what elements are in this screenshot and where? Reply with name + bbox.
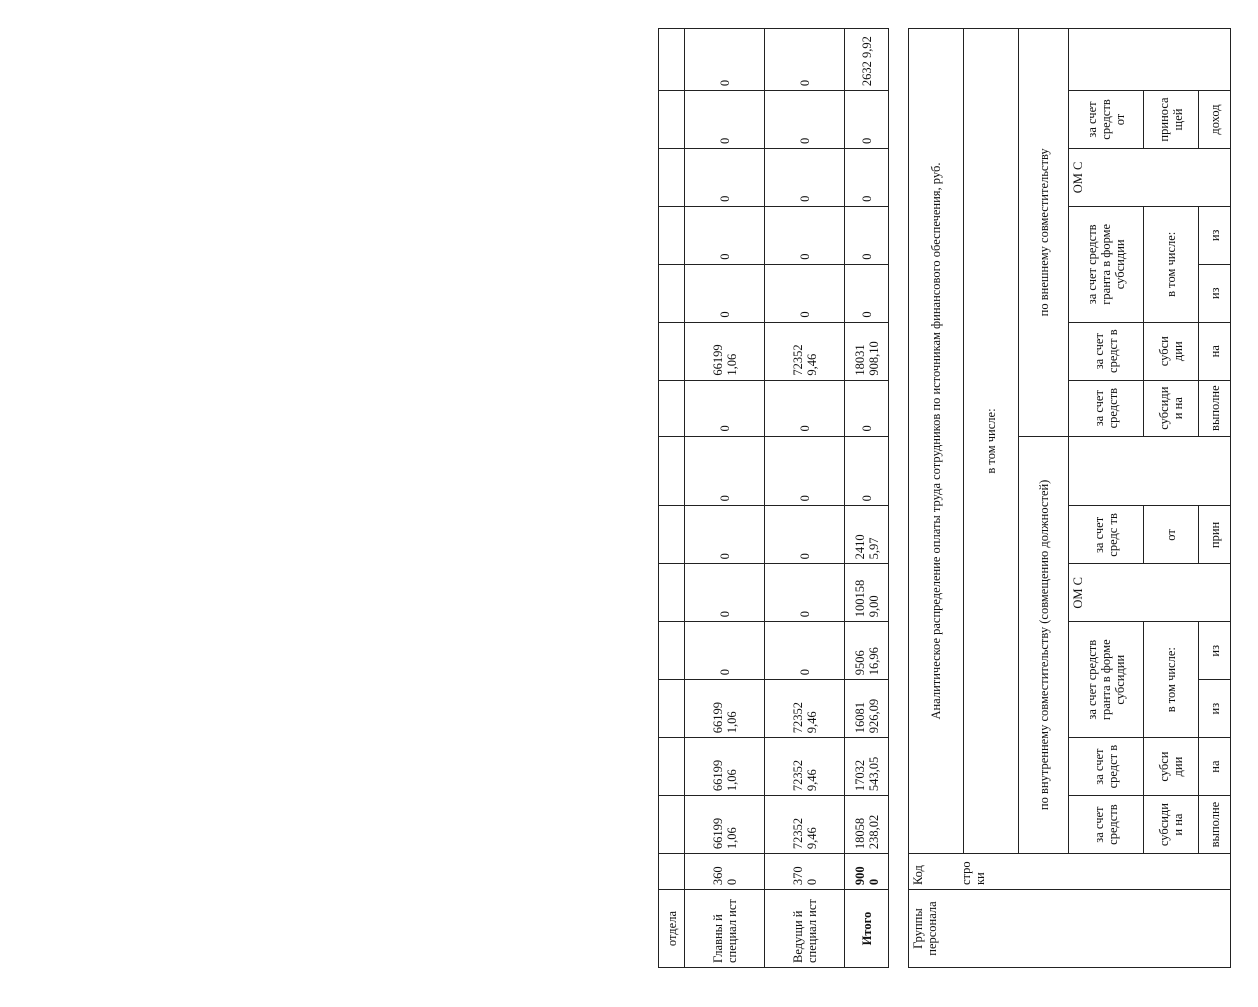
cell-value: 0	[765, 264, 845, 322]
ext-col-grant-mid: в том числе:	[1144, 206, 1199, 322]
table-title: Аналитическое распределение оплаты труда сотрудников по источникам финансового обеспечения, руб.	[909, 29, 964, 854]
cell-value: 0	[685, 380, 765, 436]
cell-value: 0	[765, 380, 845, 436]
int-col-subsidy-bot: выполне	[1199, 796, 1231, 854]
row-code: 360 0	[685, 854, 765, 890]
cell-value: 100158 9,00	[845, 564, 889, 622]
ext-col-income-mid: приноса щей	[1144, 91, 1199, 149]
int-col-grant-b2: из	[1199, 622, 1231, 680]
row-name: Ведущи й специал ист	[765, 890, 845, 968]
int-col-subsidy-top: за счет средств	[1069, 796, 1144, 854]
ext-col-subsidy-top: за счет средств	[1069, 380, 1144, 436]
int-col-funds-top: за счет средст в	[1069, 738, 1144, 796]
cell-value: 0	[845, 206, 889, 264]
cell-value: 0	[765, 506, 845, 564]
cell-value: 0	[845, 264, 889, 322]
cell-value: 0	[845, 91, 889, 149]
cell-value: 0	[765, 436, 845, 506]
cell-value: 0	[765, 622, 845, 680]
int-col-income-top: за счет средс тв	[1069, 506, 1144, 564]
cell-value: 0	[685, 264, 765, 322]
ext-col-subsidy-mid: субсиди и на	[1144, 380, 1199, 436]
int-col-grant-mid: в том числе:	[1144, 622, 1199, 738]
int-col-funds-bot: на	[1199, 738, 1231, 796]
cell-value: 0	[765, 564, 845, 622]
cell-value: 72352 9,46	[765, 796, 845, 854]
in-total-label: в том числе:	[964, 29, 1019, 854]
cell-value: 0	[765, 206, 845, 264]
external-section-header: по внешнему совместительству	[1019, 29, 1069, 437]
col-header-code	[909, 854, 1231, 890]
cell-value: 72352 9,46	[765, 738, 845, 796]
cell-value: 17032 543,05	[845, 738, 889, 796]
internal-section-header: по внутреннему совместительству (совмещению должностей)	[1019, 436, 1069, 853]
cell-value: 0	[685, 29, 765, 91]
cell-value: 0	[685, 206, 765, 264]
ext-col-grant-b1: из	[1199, 264, 1231, 322]
cell-value: 2410 5,97	[845, 506, 889, 564]
int-col-grant-top: за счет средств гранта в форме субсидии	[1069, 622, 1144, 738]
int-col-funds-mid: субси дии	[1144, 738, 1199, 796]
cell-value: 18031 908,10	[845, 322, 889, 380]
cell-value: 0	[685, 91, 765, 149]
cell-value: 2632 9,92	[845, 29, 889, 91]
ext-col-funds-mid: субси дии	[1144, 322, 1199, 380]
int-col-subsidy-mid: субсиди и на	[1144, 796, 1199, 854]
cell-value: 0	[845, 436, 889, 506]
col-header-groups: Группы персонала	[909, 890, 1231, 968]
ext-col-grant-b2: из	[1199, 206, 1231, 264]
table-row	[685, 29, 765, 968]
cell-value: 0	[845, 380, 889, 436]
row-code: 370 0	[765, 854, 845, 890]
cell-value: 66199 1,06	[685, 680, 765, 738]
table-total-row	[845, 29, 889, 968]
cell-value: 0	[765, 148, 845, 206]
cell-value: 9506 16,96	[845, 622, 889, 680]
distribution-header-table	[908, 28, 1231, 968]
ext-col-grant-top: за счет средств гранта в форме субсидии	[1069, 206, 1144, 322]
int-col-income-bot: прин	[1199, 506, 1231, 564]
header-dept-cell: отдела	[659, 890, 685, 968]
total-code: 900 0	[845, 854, 889, 890]
header-row-stub	[659, 29, 685, 968]
table-row	[765, 29, 845, 968]
int-col-income-mid: от	[1144, 506, 1199, 564]
cell-value: 72352 9,46	[765, 680, 845, 738]
cell-value: 0	[685, 148, 765, 206]
ext-col-funds-top: за счет средст в	[1069, 322, 1144, 380]
ext-col-income-top: за счет средств от	[1069, 91, 1144, 149]
cell-value: 0	[765, 29, 845, 91]
total-label: Итого	[845, 890, 889, 968]
cell-value: 0	[685, 622, 765, 680]
ext-col-oms: ОМ С	[1069, 148, 1231, 206]
rotated-content	[658, 28, 1258, 968]
cell-value: 0	[845, 148, 889, 206]
cell-value: 18058 238,02	[845, 796, 889, 854]
cell-value: 16081 926,09	[845, 680, 889, 738]
cell-value: 0	[685, 564, 765, 622]
cell-value: 66199 1,06	[685, 738, 765, 796]
cell-value: 72352 9,46	[765, 322, 845, 380]
cell-value: 0	[685, 506, 765, 564]
cell-value: 66199 1,06	[685, 322, 765, 380]
ext-col-subsidy-bot: выполне	[1199, 380, 1231, 436]
row-name: Главны й специал ист	[685, 890, 765, 968]
ext-col-funds-bot: на	[1199, 322, 1231, 380]
cell-value: 0	[685, 436, 765, 506]
ext-col-income-bot: доход	[1199, 91, 1231, 149]
col-header-code-sub: стро ки	[959, 861, 987, 886]
int-col-oms: ОМ С	[1069, 564, 1231, 622]
int-col-grant-b1: из	[1199, 680, 1231, 738]
salary-table-continuation	[658, 28, 889, 968]
cell-value: 0	[765, 91, 845, 149]
cell-value: 66199 1,06	[685, 796, 765, 854]
col-header-code-label: Код	[911, 865, 925, 886]
